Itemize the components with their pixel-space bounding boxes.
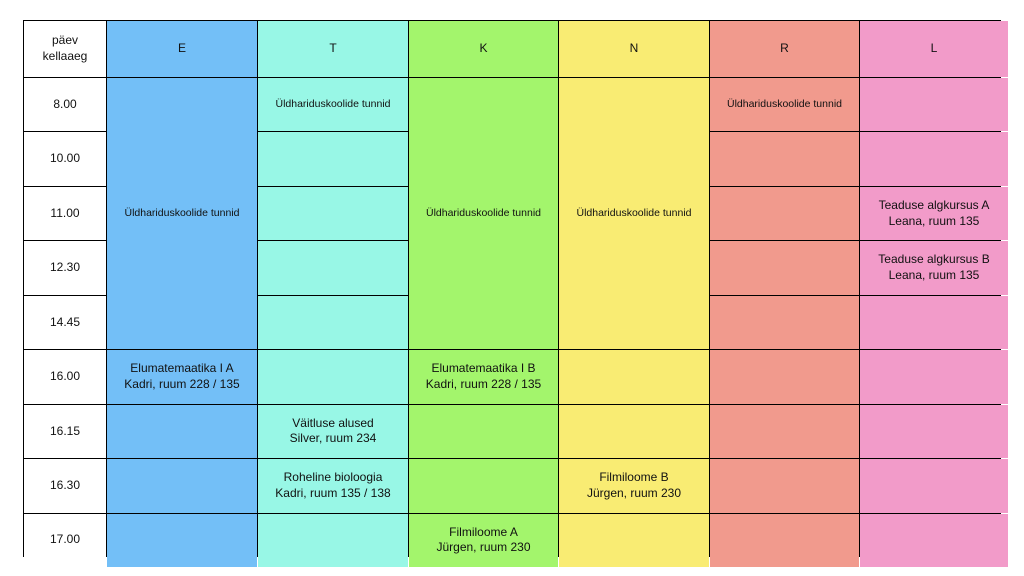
day-header-e: E: [107, 21, 257, 77]
lesson-teadus-a: Teaduse algkursus A Leana, ruum 135: [860, 187, 1008, 240]
empty-slot: [409, 459, 558, 512]
empty-slot: [710, 241, 859, 294]
day-header-t: T: [258, 21, 408, 77]
empty-slot: [860, 514, 1008, 567]
lesson-filmiloome-a: Filmiloome A Jürgen, ruum 230: [409, 514, 558, 567]
time-label: 14.45: [24, 296, 106, 349]
lesson-vaitlus: Väitluse alused Silver, ruum 234: [258, 405, 408, 458]
time-label: 8.00: [24, 78, 106, 131]
empty-slot: [559, 514, 709, 567]
empty-slot: [860, 459, 1008, 512]
lesson-teadus-b: Teaduse algkursus B Leana, ruum 135: [860, 241, 1008, 294]
empty-slot: [258, 241, 408, 294]
empty-slot: [860, 350, 1008, 403]
timetable: [23, 20, 1001, 557]
empty-slot: [258, 187, 408, 240]
empty-slot: [860, 132, 1008, 185]
empty-slot: [258, 350, 408, 403]
day-header-n: N: [559, 21, 709, 77]
empty-slot: [710, 405, 859, 458]
empty-slot: [860, 296, 1008, 349]
lesson-general-e: Üldhariduskoolide tunnid: [107, 78, 257, 349]
lesson-filmiloome-b: Filmiloome B Jürgen, ruum 230: [559, 459, 709, 512]
header-corner: päev kellaaeg: [24, 21, 106, 77]
lesson-general-n: Üldhariduskoolide tunnid: [559, 78, 709, 349]
empty-slot: [107, 405, 257, 458]
empty-slot: [710, 350, 859, 403]
day-header-r: R: [710, 21, 859, 77]
lesson-elumatemaatika-a: Elumatemaatika I A Kadri, ruum 228 / 135: [107, 350, 257, 403]
time-label: 16.15: [24, 405, 106, 458]
empty-slot: [258, 514, 408, 567]
empty-slot: [710, 296, 859, 349]
empty-slot: [710, 459, 859, 512]
lesson-bioloogia: Roheline bioloogia Kadri, ruum 135 / 138: [258, 459, 408, 512]
time-label: 10.00: [24, 132, 106, 185]
empty-slot: [559, 350, 709, 403]
empty-slot: [860, 405, 1008, 458]
day-header-l: L: [860, 21, 1008, 77]
day-header-k: K: [409, 21, 558, 77]
empty-slot: [409, 405, 558, 458]
time-label: 17.00: [24, 514, 106, 567]
time-label: 12.30: [24, 241, 106, 294]
empty-slot: [107, 514, 257, 567]
lesson-elumatemaatika-b: Elumatemaatika I B Kadri, ruum 228 / 135: [409, 350, 558, 403]
time-label: 16.00: [24, 350, 106, 403]
empty-slot: [710, 187, 859, 240]
empty-slot: [710, 514, 859, 567]
empty-slot: [559, 405, 709, 458]
empty-slot: [107, 459, 257, 512]
lesson-general-t: Üldhariduskoolide tunnid: [258, 78, 408, 131]
empty-slot: [258, 296, 408, 349]
lesson-general-k: Üldhariduskoolide tunnid: [409, 78, 558, 349]
time-label: 11.00: [24, 187, 106, 240]
time-label: 16.30: [24, 459, 106, 512]
empty-slot: [860, 78, 1008, 131]
lesson-general-r: Üldhariduskoolide tunnid: [710, 78, 859, 131]
empty-slot: [258, 132, 408, 185]
empty-slot: [710, 132, 859, 185]
